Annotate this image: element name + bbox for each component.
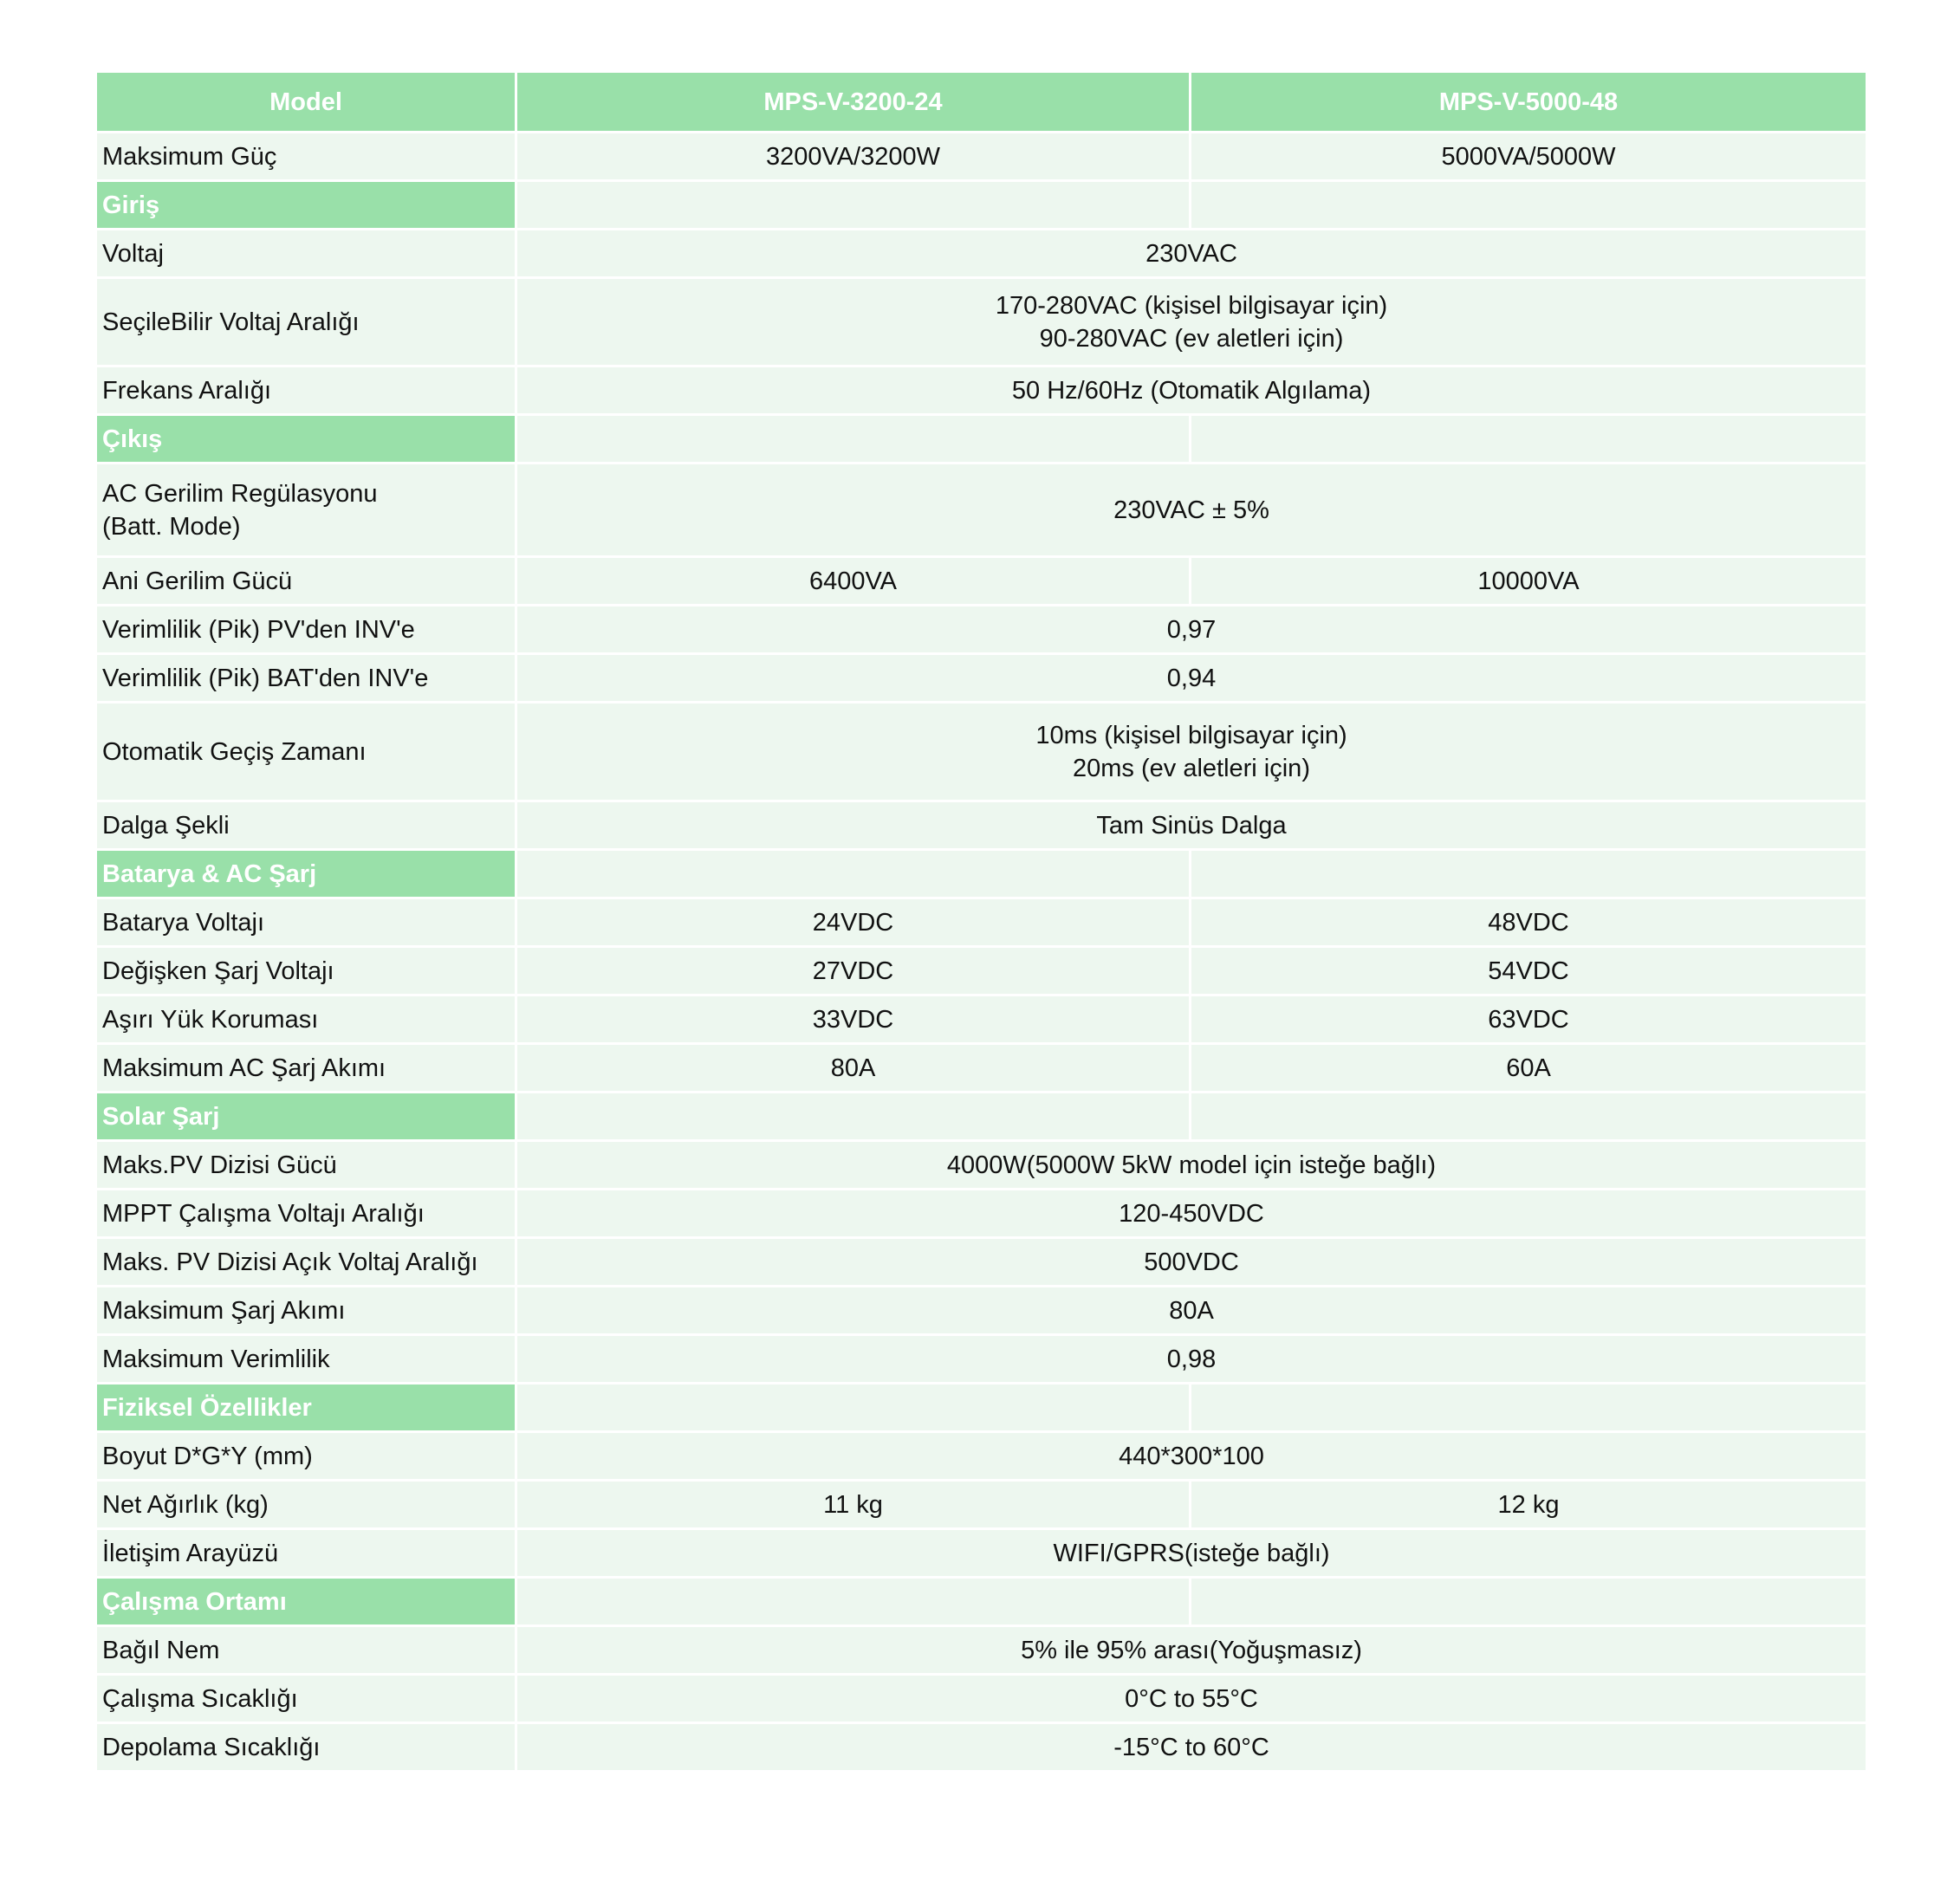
header-row — [97, 73, 1866, 133]
spec-label: Verimlilik (Pik) PV'den INV'e — [97, 606, 517, 655]
spec-row — [97, 367, 1866, 416]
spec-value-col2: 5000VA/5000W — [1191, 133, 1866, 182]
section-title: Batarya & AC Şarj — [97, 851, 517, 899]
section-row — [97, 1384, 1866, 1433]
spec-label: Aşırı Yük Koruması — [97, 996, 517, 1045]
spec-value-col1: 3200VA/3200W — [517, 133, 1191, 182]
spec-label: Çalışma Sıcaklığı — [97, 1676, 517, 1724]
spec-row — [97, 133, 1866, 182]
spec-value-merged: 440*300*100 — [517, 1433, 1866, 1482]
spec-value-merged: 80A — [517, 1287, 1866, 1336]
spec-row — [97, 899, 1866, 948]
spec-value-col2: 48VDC — [1191, 899, 1866, 948]
spec-label: Verimlilik (Pik) BAT'den INV'e — [97, 655, 517, 704]
spec-label: İletişim Arayüzü — [97, 1530, 517, 1579]
spec-label: Ani Gerilim Gücü — [97, 558, 517, 606]
spec-row — [97, 279, 1866, 367]
spec-value-merged: 0,94 — [517, 655, 1866, 704]
spec-label: Batarya Voltajı — [97, 899, 517, 948]
spec-value-merged: Tam Sinüs Dalga — [517, 802, 1866, 851]
spec-value-col2: 63VDC — [1191, 996, 1866, 1045]
spec-value-col2: 60A — [1191, 1045, 1866, 1093]
section-row — [97, 1093, 1866, 1142]
spec-row — [97, 1287, 1866, 1336]
spec-label: AC Gerilim Regülasyonu (Batt. Mode) — [97, 464, 517, 558]
section-row — [97, 1579, 1866, 1627]
spec-value-merged: 500VDC — [517, 1239, 1866, 1287]
spec-label: Net Ağırlık (kg) — [97, 1482, 517, 1530]
spec-value-merged: 5% ile 95% arası(Yoğuşmasız) — [517, 1627, 1866, 1676]
spec-table — [97, 73, 1866, 1773]
spec-row — [97, 230, 1866, 279]
section-empty-cell — [1191, 1579, 1866, 1627]
section-empty-cell — [1191, 1384, 1866, 1433]
section-empty-cell — [517, 1093, 1191, 1142]
spec-row — [97, 558, 1866, 606]
spec-value-col2: 10000VA — [1191, 558, 1866, 606]
spec-row — [97, 704, 1866, 802]
spec-row — [97, 1482, 1866, 1530]
spec-label: Voltaj — [97, 230, 517, 279]
spec-value-merged: 4000W(5000W 5kW model için isteğe bağlı) — [517, 1142, 1866, 1190]
spec-label: MPPT Çalışma Voltajı Aralığı — [97, 1190, 517, 1239]
section-title: Çıkış — [97, 416, 517, 464]
spec-label: Boyut D*G*Y (mm) — [97, 1433, 517, 1482]
spec-value-col1: 27VDC — [517, 948, 1191, 996]
spec-label: Maksimum Verimlilik — [97, 1336, 517, 1384]
spec-value-col1: 80A — [517, 1045, 1191, 1093]
spec-row — [97, 802, 1866, 851]
section-empty-cell — [517, 416, 1191, 464]
spec-label: Maks. PV Dizisi Açık Voltaj Aralığı — [97, 1239, 517, 1287]
spec-row — [97, 655, 1866, 704]
spec-row — [97, 1190, 1866, 1239]
section-empty-cell — [517, 851, 1191, 899]
spec-body — [97, 133, 1866, 1773]
spec-row — [97, 1627, 1866, 1676]
spec-label: Maksimum AC Şarj Akımı — [97, 1045, 517, 1093]
spec-row — [97, 1239, 1866, 1287]
spec-row — [97, 1336, 1866, 1384]
section-empty-cell — [1191, 1093, 1866, 1142]
section-empty-cell — [1191, 416, 1866, 464]
spec-value-col1: 6400VA — [517, 558, 1191, 606]
spec-label: Maksimum Şarj Akımı — [97, 1287, 517, 1336]
spec-label: Maks.PV Dizisi Gücü — [97, 1142, 517, 1190]
section-row — [97, 182, 1866, 230]
section-title: Fiziksel Özellikler — [97, 1384, 517, 1433]
spec-row — [97, 1045, 1866, 1093]
spec-value-merged: 0,97 — [517, 606, 1866, 655]
spec-row — [97, 948, 1866, 996]
spec-value-col1: 33VDC — [517, 996, 1191, 1045]
section-empty-cell — [517, 1579, 1191, 1627]
spec-row — [97, 606, 1866, 655]
spec-row — [97, 996, 1866, 1045]
spec-value-merged: 10ms (kişisel bilgisayar için) 20ms (ev aletleri için) — [517, 704, 1866, 802]
spec-row — [97, 1142, 1866, 1190]
section-empty-cell — [517, 182, 1191, 230]
section-empty-cell — [517, 1384, 1191, 1433]
spec-row — [97, 1676, 1866, 1724]
section-empty-cell — [1191, 182, 1866, 230]
spec-row — [97, 1724, 1866, 1773]
model-col1-header: MPS-V-3200-24 — [517, 73, 1191, 133]
section-empty-cell — [1191, 851, 1866, 899]
spec-label: Bağıl Nem — [97, 1627, 517, 1676]
spec-row — [97, 1530, 1866, 1579]
spec-value-col2: 12 kg — [1191, 1482, 1866, 1530]
model-col2-header: MPS-V-5000-48 — [1191, 73, 1866, 133]
spec-label: Otomatik Geçiş Zamanı — [97, 704, 517, 802]
spec-value-col1: 24VDC — [517, 899, 1191, 948]
spec-value-merged: 0°C to 55°C — [517, 1676, 1866, 1724]
section-row — [97, 416, 1866, 464]
spec-value-merged: 230VAC ± 5% — [517, 464, 1866, 558]
spec-label: SeçileBilir Voltaj Aralığı — [97, 279, 517, 367]
spec-label: Değişken Şarj Voltajı — [97, 948, 517, 996]
section-title: Çalışma Ortamı — [97, 1579, 517, 1627]
spec-row — [97, 1433, 1866, 1482]
spec-value-col1: 11 kg — [517, 1482, 1191, 1530]
spec-value-merged: -15°C to 60°C — [517, 1724, 1866, 1773]
spec-value-merged: WIFI/GPRS(isteğe bağlı) — [517, 1530, 1866, 1579]
spec-value-merged: 170-280VAC (kişisel bilgisayar için) 90-280VAC (ev aletleri için) — [517, 279, 1866, 367]
spec-value-merged: 0,98 — [517, 1336, 1866, 1384]
spec-label: Frekans Aralığı — [97, 367, 517, 416]
spec-row — [97, 464, 1866, 558]
section-title: Solar Şarj — [97, 1093, 517, 1142]
section-row — [97, 851, 1866, 899]
spec-label: Depolama Sıcaklığı — [97, 1724, 517, 1773]
spec-value-merged: 50 Hz/60Hz (Otomatik Algılama) — [517, 367, 1866, 416]
spec-value-merged: 230VAC — [517, 230, 1866, 279]
spec-value-merged: 120-450VDC — [517, 1190, 1866, 1239]
spec-label: Dalga Şekli — [97, 802, 517, 851]
section-title: Giriş — [97, 182, 517, 230]
spec-label: Maksimum Güç — [97, 133, 517, 182]
model-header: Model — [97, 73, 517, 133]
spec-value-col2: 54VDC — [1191, 948, 1866, 996]
